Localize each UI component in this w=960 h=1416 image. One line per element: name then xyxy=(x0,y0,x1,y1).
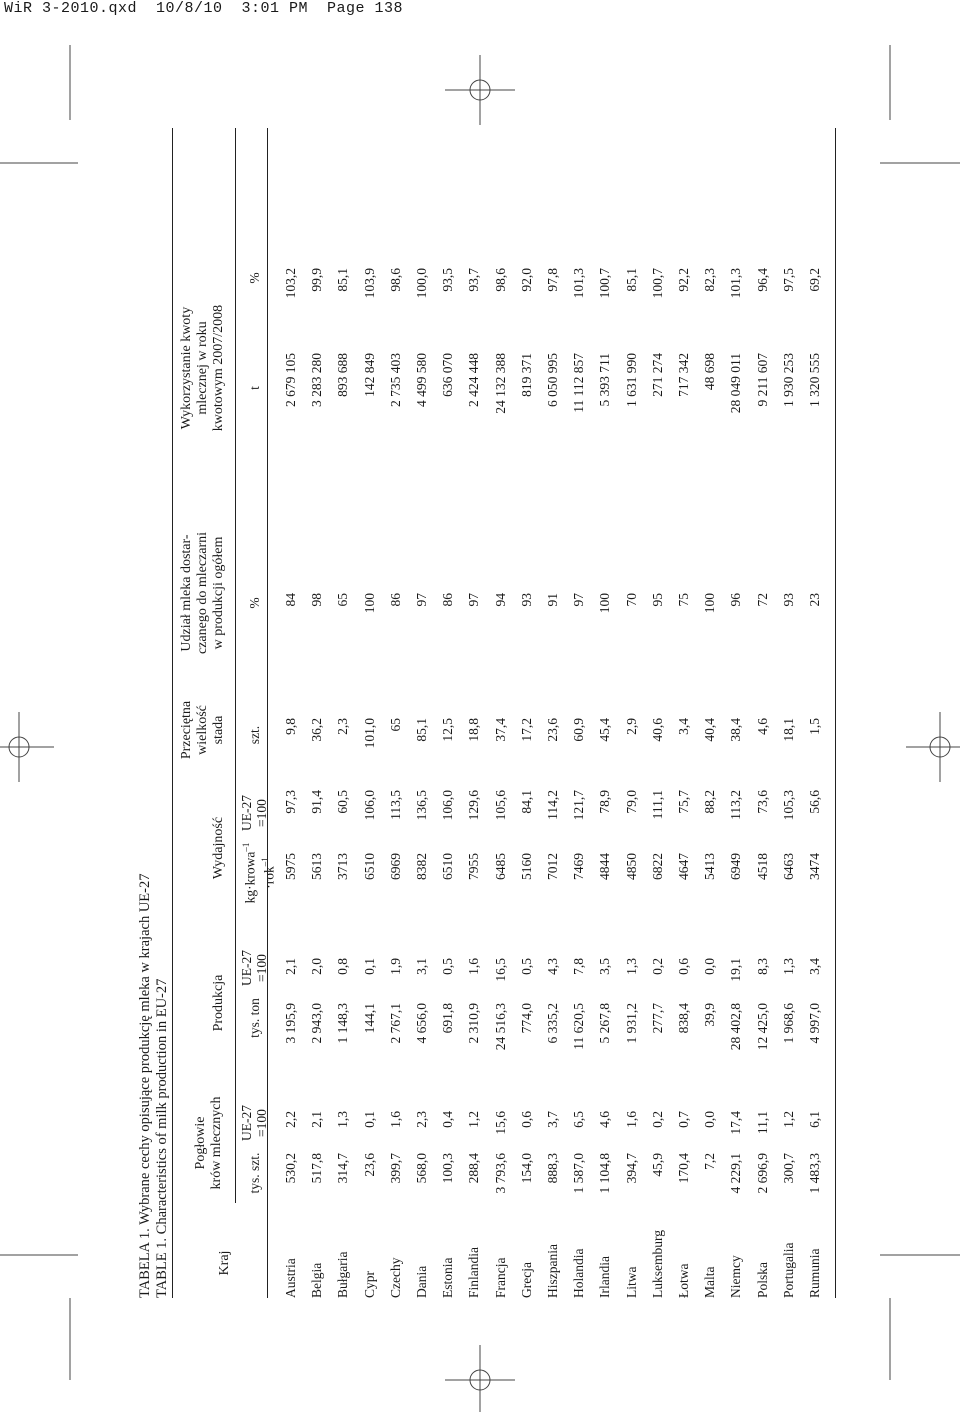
row-cell-prod-ue: 7,8 xyxy=(571,958,587,975)
row-cell-cows-ue: 6,1 xyxy=(807,1111,822,1128)
row-cell-herd: 101,0 xyxy=(361,718,377,749)
row-country: Francja xyxy=(492,1257,508,1298)
row-cell-quota-t: 271 274 xyxy=(649,353,665,397)
row-cell-quota-t: 717 342 xyxy=(676,353,691,397)
row-cell-cows: 1 483,3 xyxy=(807,1153,822,1194)
row-cell-quota-t: 1 631 990 xyxy=(623,353,639,407)
row-cell-yield-ue: 105,3 xyxy=(780,790,796,821)
row-cell-herd: 37,4 xyxy=(492,718,508,742)
row-cell-herd: 2,9 xyxy=(623,718,639,735)
sub-tys-szt: tys. szt. xyxy=(247,1152,262,1194)
row-cell-yield: 6949 xyxy=(728,853,744,880)
row-cell-yield-ue: 75,7 xyxy=(676,790,691,814)
row-cell-prod-ue: 19,1 xyxy=(728,958,744,982)
row-country: Finlandia xyxy=(466,1247,482,1298)
row-cell-prod-ue: 1,3 xyxy=(623,958,639,975)
row-cell-quota-pct: 98,6 xyxy=(492,268,508,292)
row-cell-prod-ue: 0,0 xyxy=(702,958,718,975)
row-cell-yield-ue: 97,3 xyxy=(283,790,298,814)
row-cell-prod-ue: 0,5 xyxy=(518,958,534,975)
row-cell-prod: 6 335,2 xyxy=(545,1003,560,1044)
header-wielkosc: Przeciętna wielkość stada xyxy=(179,700,226,760)
row-cell-yield: 4844 xyxy=(597,853,613,880)
row-cell-prod: 1 931,2 xyxy=(623,1003,639,1044)
row-cell-yield-ue: 88,2 xyxy=(702,790,718,814)
registration-mark-bottom xyxy=(445,1345,515,1412)
row-cell-yield-ue: 60,5 xyxy=(335,790,351,814)
row-cell-quota-t: 2 735 403 xyxy=(387,353,403,407)
row-cell-yield-ue: 114,2 xyxy=(545,790,560,820)
row-cell-cows-ue: 1,6 xyxy=(387,1111,403,1128)
row-cell-cows-ue: 1,3 xyxy=(335,1111,351,1128)
row-cell-cows-ue: 3,7 xyxy=(545,1111,560,1128)
row-cell-cows-ue: 1,2 xyxy=(466,1111,482,1128)
row-cell-quota-t: 4 499 580 xyxy=(414,353,429,407)
row-cell-yield: 5975 xyxy=(283,853,298,880)
row-cell-prod-ue: 0,8 xyxy=(335,958,351,975)
row-cell-herd: 18,8 xyxy=(466,718,482,742)
row-cell-deliv: 95 xyxy=(649,593,665,607)
sub-cows-ue: UE-27 =100 xyxy=(239,1105,269,1141)
row-cell-cows-ue: 1,2 xyxy=(780,1111,796,1128)
row-cell-cows-ue: 15,6 xyxy=(492,1111,508,1135)
row-cell-herd: 40,6 xyxy=(649,718,665,742)
row-cell-deliv: 84 xyxy=(283,593,298,607)
row-cell-prod: 144,1 xyxy=(361,1003,377,1034)
row-cell-prod-ue: 2,1 xyxy=(283,958,298,975)
row-cell-yield: 6510 xyxy=(440,853,456,880)
row-cell-prod-ue: 3,5 xyxy=(597,958,613,975)
row-cell-herd: 60,9 xyxy=(571,718,587,742)
row-cell-deliv: 100 xyxy=(702,593,718,614)
row-cell-cows-ue: 2,1 xyxy=(309,1111,325,1128)
row-cell-prod-ue: 4,3 xyxy=(545,958,560,975)
caption-pl: TABELA 1. Wybrane cechy opisujące produkcję mleka w krajach UE-27 xyxy=(137,873,153,1298)
row-cell-deliv: 100 xyxy=(597,593,613,614)
row-cell-prod: 838,4 xyxy=(676,1003,691,1034)
row-cell-yield: 6510 xyxy=(361,853,377,880)
row-cell-cows: 23,6 xyxy=(361,1153,377,1177)
row-cell-quota-t: 48 698 xyxy=(702,353,718,391)
row-cell-deliv: 97 xyxy=(466,593,482,607)
header-mid-rule xyxy=(235,128,236,1203)
row-cell-herd: 17,2 xyxy=(518,718,534,742)
row-cell-herd: 1,5 xyxy=(807,718,822,735)
row-cell-prod-ue: 1,6 xyxy=(466,958,482,975)
row-cell-yield: 5413 xyxy=(702,853,718,880)
row-cell-yield: 3474 xyxy=(807,853,822,880)
row-country: Holandia xyxy=(571,1248,587,1298)
row-cell-yield-ue: 56,6 xyxy=(807,790,822,814)
row-cell-yield-ue: 113,5 xyxy=(387,790,403,820)
row-cell-prod: 4 656,0 xyxy=(414,1003,429,1044)
row-cell-prod: 2 767,1 xyxy=(387,1003,403,1044)
row-cell-cows-ue: 0,1 xyxy=(361,1111,377,1128)
row-country: Grecja xyxy=(518,1262,534,1298)
registration-mark-right xyxy=(906,712,960,782)
row-cell-deliv: 75 xyxy=(676,593,691,607)
row-cell-herd: 40,4 xyxy=(702,718,718,742)
row-cell-yield-ue: 91,4 xyxy=(309,790,325,814)
row-cell-prod: 5 267,8 xyxy=(597,1003,613,1044)
row-cell-quota-t: 142 849 xyxy=(361,353,377,397)
row-cell-cows: 3 793,6 xyxy=(492,1153,508,1194)
sub-yield-ue: UE-27 =100 xyxy=(239,795,269,831)
row-cell-cows: 568,0 xyxy=(414,1153,429,1184)
row-cell-cows: 1 587,0 xyxy=(571,1153,587,1194)
row-cell-deliv: 91 xyxy=(545,593,560,607)
row-country: Hiszpania xyxy=(545,1244,560,1298)
row-cell-prod-ue: 8,3 xyxy=(754,958,770,975)
row-cell-cows: 314,7 xyxy=(335,1153,351,1184)
row-cell-prod-ue: 1,9 xyxy=(387,958,403,975)
row-cell-cows-ue: 0,6 xyxy=(518,1111,534,1128)
header-poglowie: Pogłowie krów mlecznych xyxy=(193,1096,224,1190)
row-cell-deliv: 93 xyxy=(518,593,534,607)
row-cell-yield: 6969 xyxy=(387,853,403,880)
row-cell-yield: 6485 xyxy=(492,853,508,880)
row-country: Luksemburg xyxy=(649,1230,665,1298)
row-cell-quota-pct: 85,1 xyxy=(335,268,351,292)
row-cell-prod-ue: 2,0 xyxy=(309,958,325,975)
row-cell-herd: 45,4 xyxy=(597,718,613,742)
row-cell-quota-t: 1 930 253 xyxy=(780,353,796,407)
sub-kg-krowa-rok: kg·krowa$^{-1}$ ·rok$^{-1}$ xyxy=(241,842,276,904)
header-udzial: Udział mleka dostar- czanego do mleczarni w produkcji ogółem xyxy=(179,531,226,655)
row-cell-yield: 3713 xyxy=(335,853,351,880)
row-cell-yield-ue: 129,6 xyxy=(466,790,482,821)
row-cell-quota-pct: 82,3 xyxy=(702,268,718,292)
row-cell-cows: 154,0 xyxy=(518,1153,534,1184)
row-cell-yield: 7955 xyxy=(466,853,482,880)
row-cell-yield-ue: 106,0 xyxy=(361,790,377,821)
row-cell-quota-t: 636 070 xyxy=(440,353,456,397)
header-kraj: Kraj xyxy=(217,1250,232,1276)
row-cell-yield-ue: 73,6 xyxy=(754,790,770,814)
row-cell-herd: 36,2 xyxy=(309,718,325,742)
row-cell-cows-ue: 4,6 xyxy=(597,1111,613,1128)
row-cell-prod-ue: 3,1 xyxy=(414,958,429,975)
row-cell-prod: 2 943,0 xyxy=(309,1003,325,1044)
registration-mark-top xyxy=(445,55,515,125)
row-cell-quota-t: 1 320 555 xyxy=(807,353,822,407)
row-cell-yield-ue: 78,9 xyxy=(597,790,613,814)
row-cell-prod: 3 195,9 xyxy=(283,1003,298,1044)
row-cell-quota-pct: 99,9 xyxy=(309,268,325,292)
row-country: Rumunia xyxy=(807,1248,822,1298)
row-cell-yield: 5160 xyxy=(518,853,534,880)
row-cell-cows: 170,4 xyxy=(676,1153,691,1184)
row-cell-prod: 774,0 xyxy=(518,1003,534,1034)
row-cell-cows: 4 229,1 xyxy=(728,1153,744,1194)
row-country: Portugalia xyxy=(780,1242,796,1298)
row-cell-yield: 6463 xyxy=(780,853,796,880)
row-cell-cows: 530,2 xyxy=(283,1153,298,1184)
row-cell-prod-ue: 0,5 xyxy=(440,958,456,975)
row-cell-deliv: 100 xyxy=(361,593,377,614)
header-kwota: Wykorzystanie kwoty mlecznej w roku kwotowym 2007/2008 xyxy=(179,304,226,432)
row-country: Bułgaria xyxy=(335,1251,351,1298)
row-country: Estonia xyxy=(440,1257,456,1298)
row-cell-quota-pct: 101,3 xyxy=(728,268,744,299)
row-cell-yield: 7012 xyxy=(545,853,560,880)
row-cell-cows-ue: 11,1 xyxy=(754,1111,770,1135)
row-cell-quota-t: 2 424 448 xyxy=(466,353,482,407)
row-cell-quota-t: 6 050 995 xyxy=(545,353,560,407)
row-cell-herd: 3,4 xyxy=(676,718,691,735)
registration-mark-left xyxy=(0,712,54,782)
row-cell-cows-ue: 0,7 xyxy=(676,1111,691,1128)
sub-quota-t: t xyxy=(247,386,262,390)
row-cell-quota-pct: 97,5 xyxy=(780,268,796,292)
row-cell-cows-ue: 0,4 xyxy=(440,1111,456,1128)
row-cell-yield: 4518 xyxy=(754,853,770,880)
row-cell-prod: 2 310,9 xyxy=(466,1003,482,1044)
row-cell-quota-t: 893 688 xyxy=(335,353,351,397)
row-cell-yield: 8382 xyxy=(414,853,429,880)
row-cell-prod-ue: 3,4 xyxy=(807,958,822,975)
row-cell-yield: 5613 xyxy=(309,853,325,880)
sub-tys-ton: tys. ton xyxy=(247,998,262,1038)
row-cell-herd: 2,3 xyxy=(335,718,351,735)
header-produkcja: Produkcja xyxy=(211,974,226,1032)
row-cell-prod: 1 968,6 xyxy=(780,1003,796,1044)
row-cell-prod: 277,7 xyxy=(649,1003,665,1034)
row-cell-prod: 28 402,8 xyxy=(728,1003,744,1051)
row-cell-deliv: 70 xyxy=(623,593,639,607)
row-country: Malta xyxy=(702,1266,718,1298)
row-cell-cows: 45,9 xyxy=(649,1153,665,1177)
row-cell-quota-pct: 103,9 xyxy=(361,268,377,299)
row-cell-quota-pct: 96,4 xyxy=(754,268,770,292)
row-cell-cows: 2 696,9 xyxy=(754,1153,770,1194)
row-cell-cows: 888,3 xyxy=(545,1153,560,1184)
row-cell-quota-pct: 92,0 xyxy=(518,268,534,292)
row-cell-yield-ue: 113,2 xyxy=(728,790,744,820)
row-cell-quota-pct: 103,2 xyxy=(283,268,298,299)
row-cell-cows: 1 104,8 xyxy=(597,1153,613,1194)
row-cell-prod: 691,8 xyxy=(440,1003,456,1034)
row-cell-cows-ue: 6,5 xyxy=(571,1111,587,1128)
row-cell-cows-ue: 17,4 xyxy=(728,1111,744,1135)
row-cell-deliv: 65 xyxy=(335,593,351,607)
row-cell-deliv: 98 xyxy=(309,593,325,607)
row-cell-yield: 7469 xyxy=(571,853,587,880)
row-cell-herd: 18,1 xyxy=(780,718,796,742)
row-cell-quota-t: 5 393 711 xyxy=(597,353,613,407)
row-cell-prod-ue: 16,5 xyxy=(492,958,508,982)
row-cell-quota-pct: 97,8 xyxy=(545,268,560,292)
row-cell-cows: 7,2 xyxy=(702,1153,718,1170)
row-cell-herd: 9,8 xyxy=(283,718,298,735)
row-cell-cows-ue: 0,2 xyxy=(649,1111,665,1128)
row-country: Cypr xyxy=(361,1271,377,1298)
row-cell-yield-ue: 84,1 xyxy=(518,790,534,814)
row-cell-herd: 23,6 xyxy=(545,718,560,742)
header-wydajnosc: Wydajność xyxy=(211,816,226,880)
row-cell-cows: 394,7 xyxy=(623,1153,639,1184)
row-cell-prod: 12 425,0 xyxy=(754,1003,770,1051)
row-cell-quota-pct: 101,3 xyxy=(571,268,587,299)
row-cell-prod: 1 148,3 xyxy=(335,1003,351,1044)
row-cell-cows-ue: 2,2 xyxy=(283,1111,298,1128)
row-cell-deliv: 94 xyxy=(492,593,508,607)
row-cell-yield-ue: 136,5 xyxy=(414,790,429,821)
row-cell-yield-ue: 111,1 xyxy=(649,790,665,820)
row-cell-quota-pct: 93,7 xyxy=(466,268,482,292)
row-cell-cows: 300,7 xyxy=(780,1153,796,1184)
row-cell-yield-ue: 121,7 xyxy=(571,790,587,821)
row-cell-deliv: 86 xyxy=(387,593,403,607)
row-cell-yield: 4647 xyxy=(676,853,691,880)
row-cell-quota-pct: 69,2 xyxy=(807,268,822,292)
row-cell-quota-pct: 98,6 xyxy=(387,268,403,292)
row-cell-prod-ue: 1,3 xyxy=(780,958,796,975)
row-cell-cows: 399,7 xyxy=(387,1153,403,1184)
sub-quota-pct: % xyxy=(247,272,262,284)
row-country: Niemcy xyxy=(728,1255,744,1298)
row-cell-quota-pct: 100,0 xyxy=(414,268,429,299)
row-country: Irlandia xyxy=(597,1256,613,1298)
row-cell-deliv: 97 xyxy=(571,593,587,607)
row-cell-cows: 100,3 xyxy=(440,1153,456,1184)
row-country: Czechy xyxy=(387,1257,403,1298)
row-cell-prod-ue: 0,1 xyxy=(361,958,377,975)
row-cell-herd: 65 xyxy=(387,718,403,732)
row-cell-quota-pct: 92,2 xyxy=(676,268,691,292)
row-cell-yield-ue: 105,6 xyxy=(492,790,508,821)
row-cell-yield-ue: 106,0 xyxy=(440,790,456,821)
row-cell-deliv: 86 xyxy=(440,593,456,607)
row-cell-prod: 39,9 xyxy=(702,1003,718,1027)
row-cell-herd: 4,6 xyxy=(754,718,770,735)
row-cell-quota-pct: 85,1 xyxy=(623,268,639,292)
row-cell-yield: 6822 xyxy=(649,853,665,880)
row-cell-prod-ue: 0,6 xyxy=(676,958,691,975)
row-cell-quota-t: 24 132 388 xyxy=(492,353,508,414)
row-cell-quota-pct: 100,7 xyxy=(597,268,613,299)
row-country: Litwa xyxy=(623,1266,639,1298)
row-country: Belgia xyxy=(309,1262,325,1298)
row-cell-deliv: 93 xyxy=(780,593,796,607)
row-cell-herd: 12,5 xyxy=(440,718,456,742)
row-cell-deliv: 23 xyxy=(807,593,822,607)
header-bottom-rule xyxy=(267,128,268,1298)
row-cell-cows: 288,4 xyxy=(466,1153,482,1184)
row-cell-cows-ue: 2,3 xyxy=(414,1111,429,1128)
row-cell-prod: 4 997,0 xyxy=(807,1003,822,1044)
table-bottom-rule xyxy=(835,128,836,1298)
row-cell-herd: 85,1 xyxy=(414,718,429,742)
row-country: Polska xyxy=(754,1261,770,1298)
row-cell-deliv: 72 xyxy=(754,593,770,607)
row-cell-cows-ue: 0,0 xyxy=(702,1111,718,1128)
rotated-table xyxy=(135,128,822,1298)
row-cell-yield-ue: 79,0 xyxy=(623,790,639,814)
row-cell-prod: 24 516,3 xyxy=(492,1003,508,1051)
top-rule xyxy=(172,128,173,1298)
row-country: Dania xyxy=(414,1265,429,1298)
row-cell-cows: 517,8 xyxy=(309,1153,325,1184)
row-cell-quota-t: 3 283 280 xyxy=(309,353,325,407)
row-cell-cows-ue: 1,6 xyxy=(623,1111,639,1128)
row-cell-prod: 11 620,5 xyxy=(571,1003,587,1050)
sub-prod-ue: UE-27 =100 xyxy=(239,950,269,986)
row-cell-prod-ue: 0,2 xyxy=(649,958,665,975)
row-cell-quota-t: 2 679 105 xyxy=(283,353,298,407)
page-slug: WiR 3-2010.qxd 10/8/10 3:01 PM Page 138 xyxy=(4,0,404,17)
row-cell-deliv: 96 xyxy=(728,593,744,607)
row-cell-deliv: 97 xyxy=(414,593,429,607)
row-cell-quota-t: 11 112 857 xyxy=(571,353,587,413)
caption-en: TABLE 1. Characteristics of milk production in EU-27 xyxy=(154,978,170,1298)
row-cell-herd: 38,4 xyxy=(728,718,744,742)
row-cell-quota-pct: 100,7 xyxy=(649,268,665,299)
row-cell-quota-pct: 93,5 xyxy=(440,268,456,292)
row-cell-quota-t: 9 211 607 xyxy=(754,353,770,407)
row-cell-yield: 4850 xyxy=(623,853,639,880)
sub-deliv-pct: % xyxy=(247,597,262,609)
row-cell-quota-t: 28 049 011 xyxy=(728,353,744,414)
row-country: Austria xyxy=(283,1258,298,1298)
row-cell-quota-t: 819 371 xyxy=(518,353,534,397)
row-country: Łotwa xyxy=(676,1263,691,1298)
sub-szt: szt. xyxy=(247,725,262,745)
